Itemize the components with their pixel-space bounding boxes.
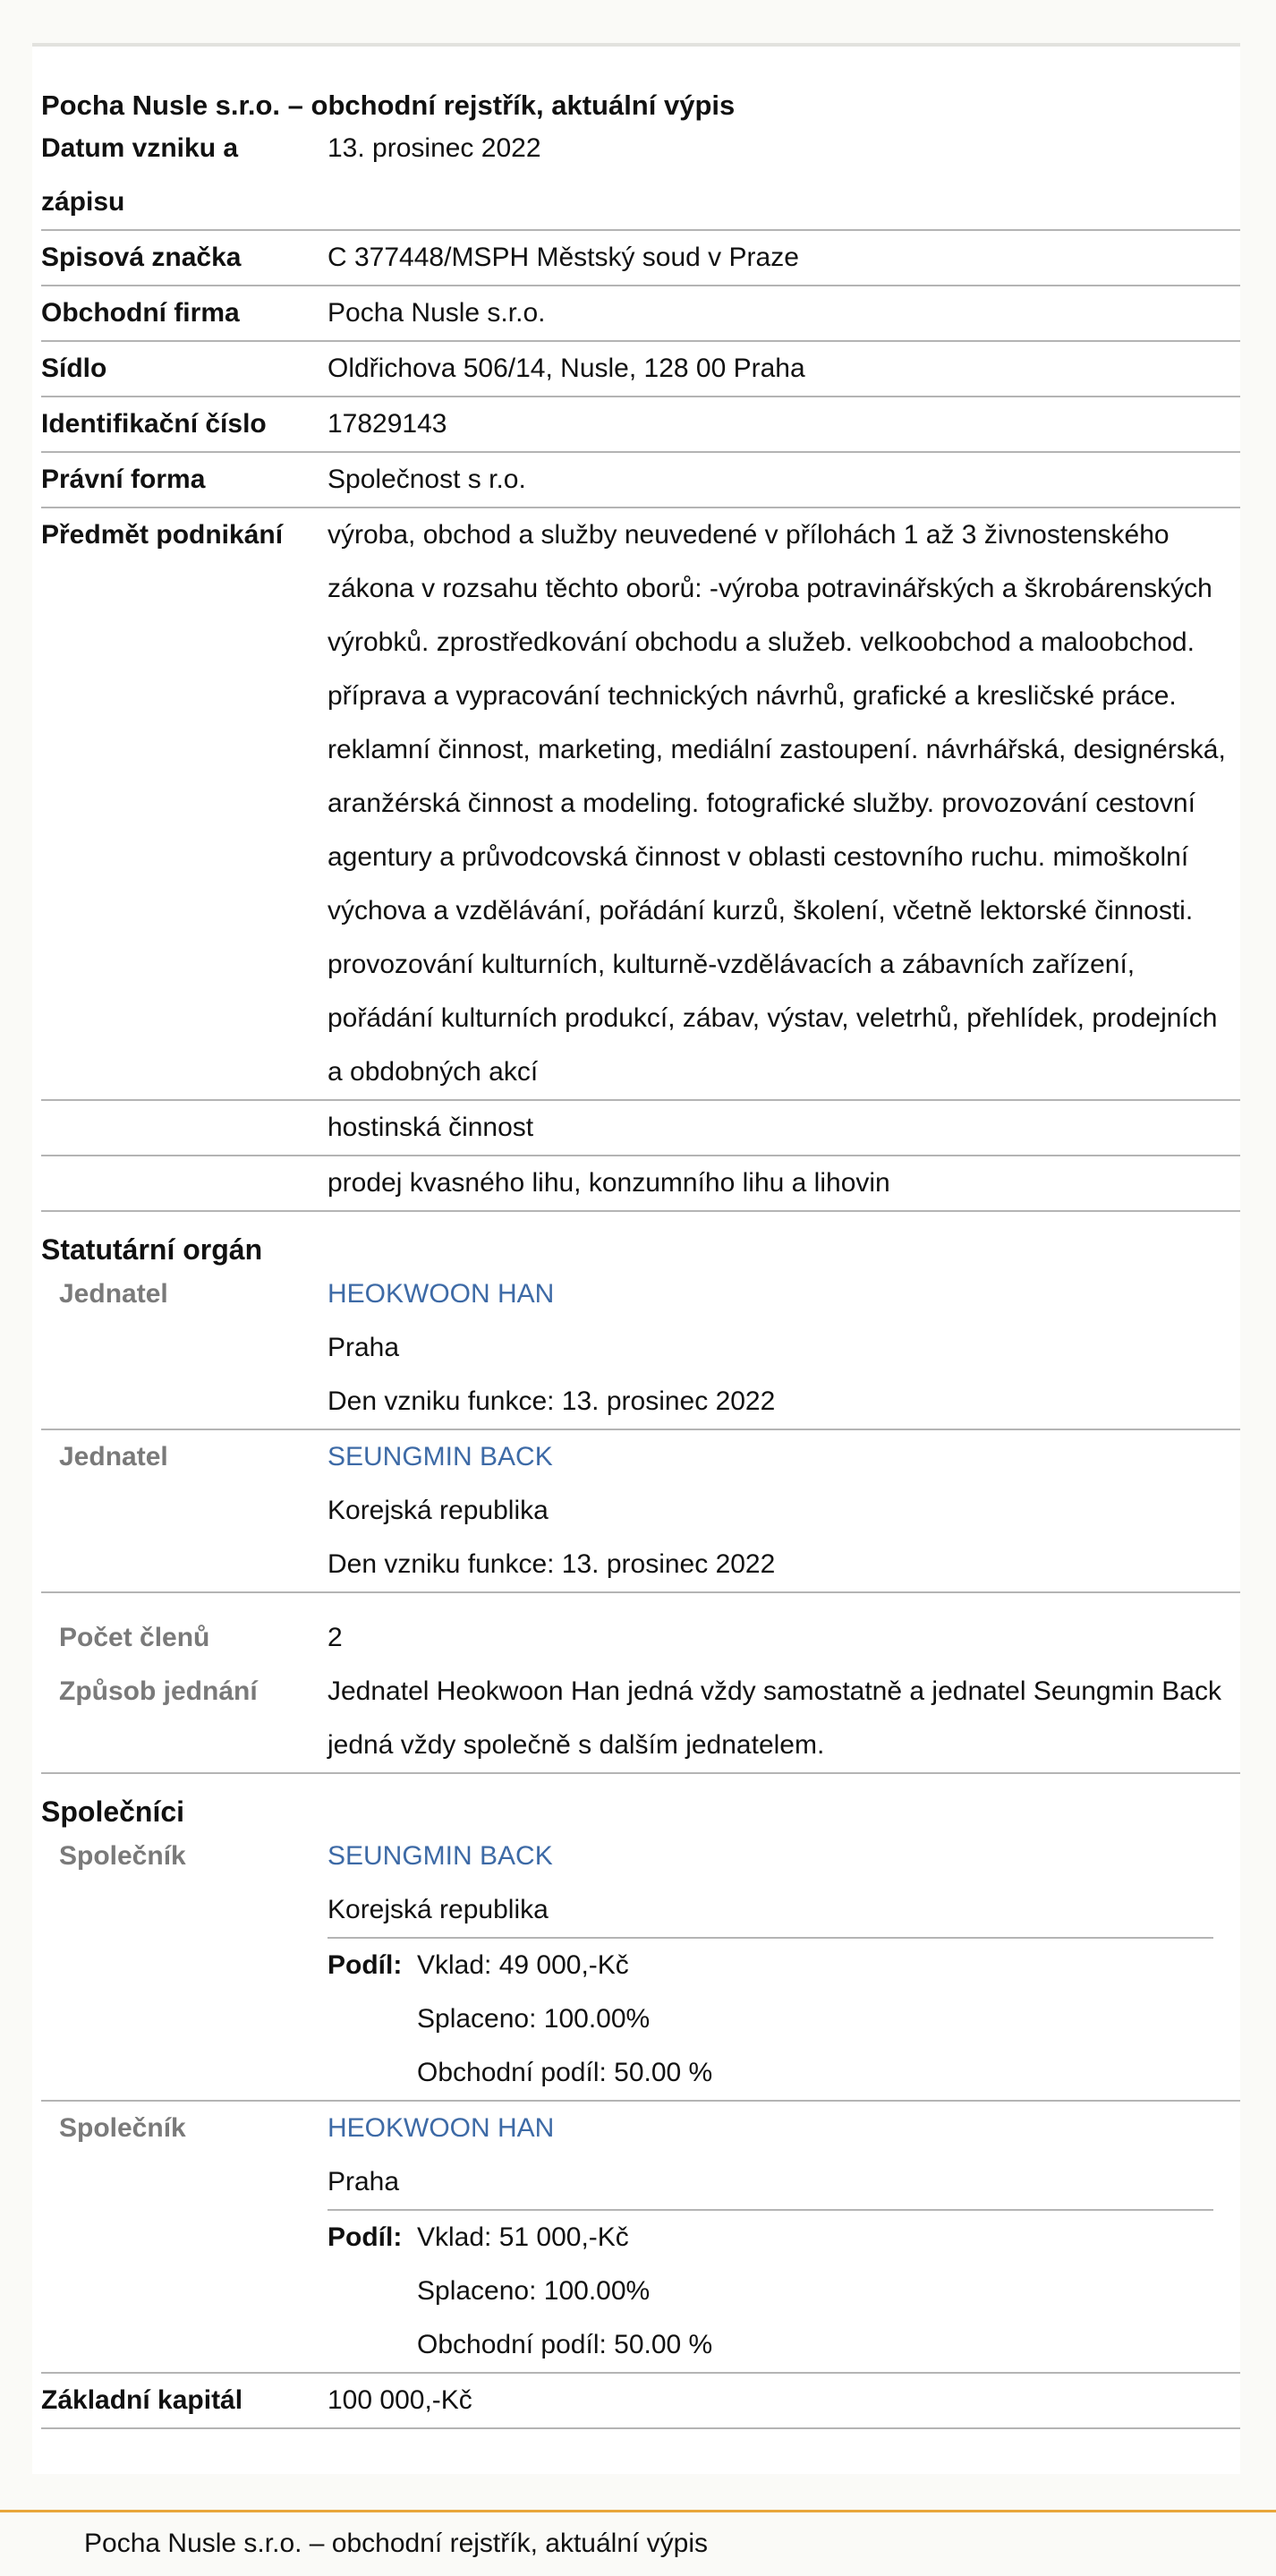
label-predmet-podnikani: Předmět podnikání [41,520,284,550]
row-obchodni-firma [41,286,1240,342]
label-pocet-clenu: Počet členů [59,1623,210,1652]
value-spisova-znacka: C 377448/MSPH Městský soud v Praze [328,243,799,272]
person-link-seungmin-back[interactable]: SEUNGMIN BACK [328,1442,553,1471]
statutar-details [328,1267,1240,1429]
person-place: Praha [328,2167,400,2196]
row-zakladni-kapital [41,2374,1240,2429]
predmet-line: reklamní činnost, marketing, mediální zastoupení. návrhářská, designérská, [328,735,1226,764]
share-label: Podíl: [328,2222,403,2252]
predmet-line: zákona v rozsahu těchto oborů: -výroba potravinářských a škrobárenských [328,574,1212,603]
label-datum-vzniku [41,122,328,229]
label-jednatel: Jednatel [59,1279,168,1309]
value-ico: 17829143 [328,409,447,439]
spolecnik-2 [41,2102,1240,2374]
value-predmet-lih: prodej kvasného lihu, konzumního lihu a lihovin [328,1168,890,1198]
share-podil: Obchodní podíl: 50.00 % [417,2330,713,2359]
row-sidlo [41,342,1240,397]
value-datum-vzniku: 13. prosinec 2022 [328,133,541,163]
person-place: Korejská republika [328,1895,549,1924]
row-pocet-clenu [41,1611,1240,1665]
person-place: Praha [328,1333,400,1362]
zpusob-line: jedná vždy společně s dalším jednatelem. [328,1730,825,1760]
person-link-heokwoon-han[interactable]: HEOKWOON HAN [328,1279,555,1309]
value-predmet-hostinska: hostinská činnost [328,1113,534,1142]
statutar-member-1 [41,1267,1240,1430]
label-spolecnik: Společník [59,2113,186,2143]
footer-accent-line [0,2510,1276,2512]
row-predmet-lih [41,1156,1240,1212]
value-zpusob-jednani [328,1665,1240,1772]
spolecnik-1 [41,1830,1240,2102]
value-sidlo: Oldřichova 506/14, Nusle, 128 00 Praha [328,354,805,383]
statutar-details [328,1430,1240,1591]
row-ico [41,397,1240,453]
person-since: Den vzniku funkce: 13. prosinec 2022 [328,1386,776,1416]
statutar-member-2 [41,1430,1240,1593]
row-pravni-forma [41,453,1240,508]
share-splaceno: Splaceno: 100.00% [417,2004,651,2034]
label-obchodni-firma: Obchodní firma [41,298,240,328]
label-spisova-znacka: Spisová značka [41,243,242,272]
label-zakladni-kapital: Základní kapitál [41,2385,243,2415]
predmet-line: agentury a průvodcovská činnost v oblasti cestovního ruchu. mimoškolní [328,842,1189,872]
share-values [417,2211,712,2372]
predmet-line: a obdobných akcí [328,1057,539,1087]
person-link-heokwoon-han[interactable]: HEOKWOON HAN [328,2113,555,2143]
share-label: Podíl: [328,1950,403,1980]
person-place: Korejská republika [328,1496,549,1525]
label-pravni-forma: Právní forma [41,465,206,494]
row-datum-vzniku [41,122,1240,231]
section-spolecnici: Společníci [41,1796,185,1828]
value-zakladni-kapital: 100 000,-Kč [328,2385,472,2415]
share-vklad: Vklad: 49 000,-Kč [417,1950,629,1980]
share-vklad: Vklad: 51 000,-Kč [417,2222,629,2252]
share-values [417,1939,712,2100]
spolecnik-details [328,2102,1240,2372]
label-ico: Identifikační číslo [41,409,267,439]
register-extract [41,47,1240,2429]
predmet-line: pořádání kulturních produkcí, zábav, výstav, veletrhů, přehlídek, prodejních [328,1003,1218,1033]
value-pocet-clenu: 2 [328,1623,343,1652]
label-zpusob-jednani: Způsob jednání [59,1676,258,1706]
predmet-line: výchova a vzdělávání, pořádání kurzů, školení, včetně lektorské činnosti. [328,896,1194,925]
footer-title: Pocha Nusle s.r.o. – obchodní rejstřík, aktuální výpis [84,2529,709,2558]
predmet-line: výroba, obchod a služby neuvedené v přílohách 1 až 3 živnostenského [328,520,1170,550]
predmet-line: příprava a vypracování technických návrhů, grafické a kresličské práce. [328,681,1177,711]
spacer [41,1593,1240,1611]
section-statutarni-organ: Statutární orgán [41,1233,263,1266]
page-title: Pocha Nusle s.r.o. – obchodní rejstřík, aktuální výpis [41,90,736,121]
row-zpusob-jednani [41,1665,1240,1774]
share-block [328,2209,1213,2372]
label-sidlo: Sídlo [41,354,107,383]
label-empty [41,1156,328,1210]
label-text: Datum vzniku a zápisu [41,133,239,217]
value-pravni-forma: Společnost s r.o. [328,465,526,494]
row-spisova-znacka [41,231,1240,286]
label-spolecnik: Společník [59,1841,186,1871]
label-jednatel: Jednatel [59,1442,168,1471]
value-obchodni-firma: Pocha Nusle s.r.o. [328,298,546,328]
register-extract-card [32,47,1240,2474]
value-predmet-podnikani [328,508,1240,1099]
share-splaceno: Splaceno: 100.00% [417,2276,651,2306]
share-podil: Obchodní podíl: 50.00 % [417,2058,713,2087]
predmet-line: provozování kulturních, kulturně-vzdělávacích a zábavních zařízení, [328,950,1136,979]
spolecnik-details [328,1830,1240,2100]
person-since: Den vzniku funkce: 13. prosinec 2022 [328,1549,776,1579]
share-block [328,1937,1213,2100]
predmet-line: výrobků. zprostředkování obchodu a služeb. velkoobchod a maloobchod. [328,627,1195,657]
row-predmet-podnikani [41,508,1240,1101]
zpusob-line: Jednatel Heokwoon Han jedná vždy samostatně a jednatel Seungmin Back [328,1676,1221,1706]
predmet-line: aranžérská činnost a modeling. fotografické služby. provozování cestovní [328,789,1195,818]
person-link-seungmin-back[interactable]: SEUNGMIN BACK [328,1841,553,1871]
label-empty [41,1101,328,1155]
row-predmet-hostinska [41,1101,1240,1156]
